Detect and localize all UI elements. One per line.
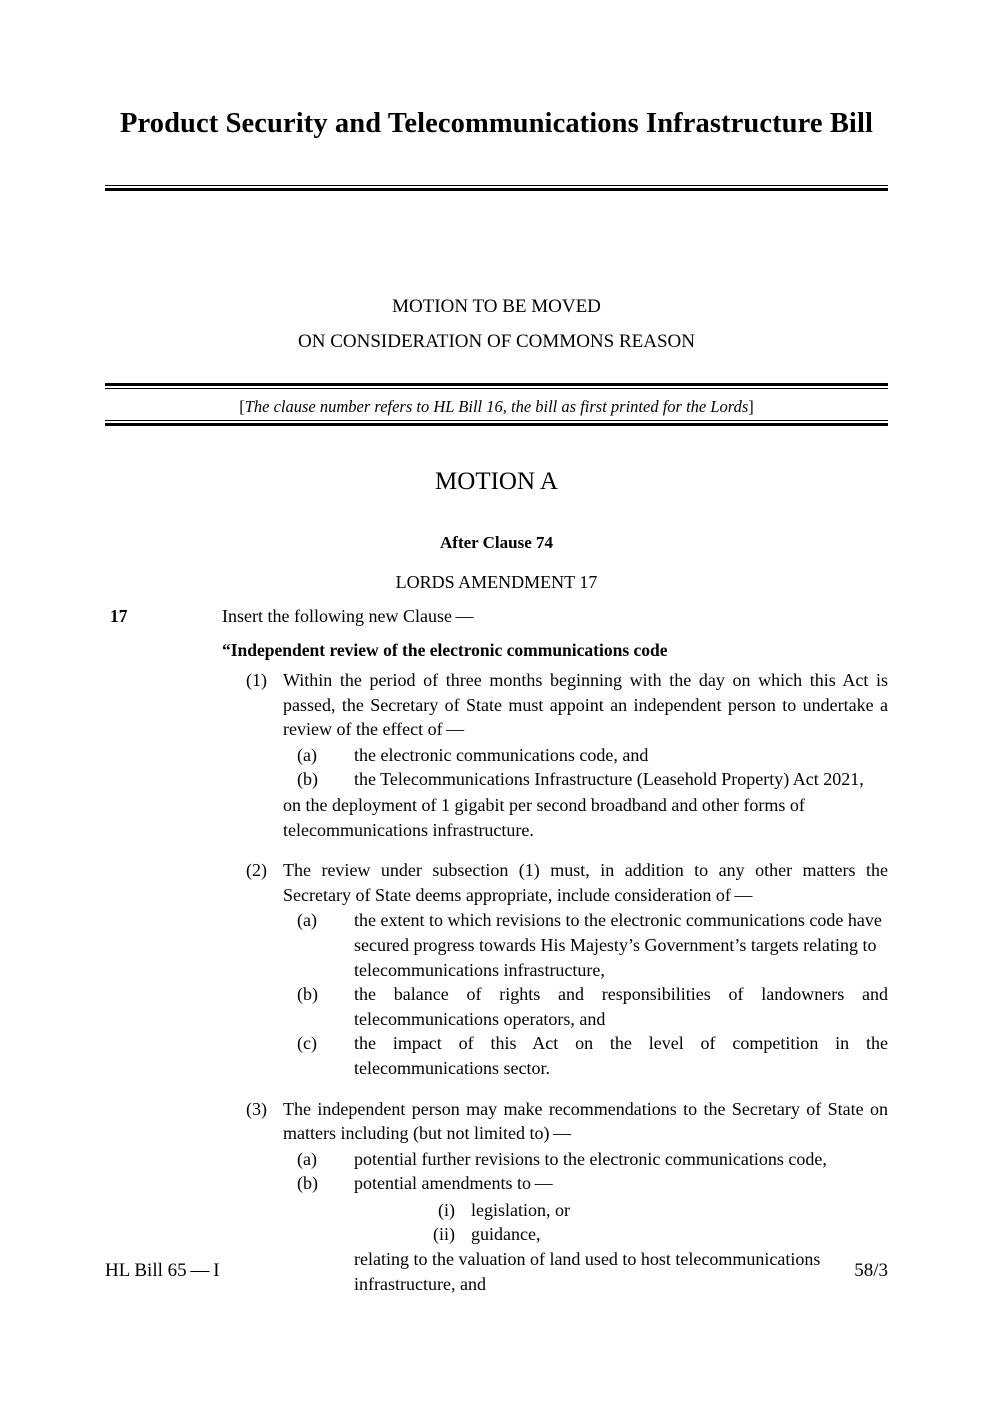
list-item-text: potential further revisions to the electronic communications code, [354, 1148, 827, 1169]
list-item-text: the extent to which revisions to the electronic communications code have secured progress towards His Majesty’s Government’s targets relating to telecommunications infrastructure, [354, 910, 882, 980]
lords-amendment-heading: LORDS AMENDMENT 17 [395, 572, 598, 592]
page-title: Product Security and Telecommunications Infrastructure Bill [120, 108, 873, 139]
list-item-text: the Telecommunications Infrastructure (Leasehold Property) Act 2021, [354, 769, 864, 790]
insert-instruction: Insert the following new Clause — [222, 606, 474, 626]
roman-list-item [411, 1198, 888, 1223]
list-item-marker: (b) [297, 769, 318, 790]
motion-to-be-moved-heading: MOTION TO BE MOVED [392, 296, 601, 317]
list-item-marker: (a) [297, 744, 317, 765]
subsection-text: The independent person may make recommendations to the Secretary of State on matters including (but not limited to) — [283, 1098, 888, 1144]
roman-item-marker: (i) [438, 1199, 455, 1220]
subsection-text: The review under subsection (1) must, in addition to any other matters the Secretary of State deems appropriate, include consideration of — [283, 860, 888, 905]
clause-note-text: The clause number refers to HL Bill 16, the bill as first printed for the Lords [244, 397, 749, 416]
roman-list-item [411, 1222, 888, 1247]
list-item-marker: (c) [297, 1033, 317, 1054]
list-item [297, 908, 888, 982]
new-clause-heading: “Independent review of the electronic communications code [222, 640, 668, 660]
footer-page-number: 58/3 [854, 1260, 888, 1281]
subsection-tail-text: on the deployment of 1 gigabit per second broadband and other forms of telecommunications infrastructure. [283, 794, 805, 840]
list-item-text: the electronic communications code, and [354, 744, 649, 765]
list-item [297, 982, 888, 1031]
bracket-close: ] [748, 397, 754, 416]
page-footer [105, 1258, 888, 1284]
title-divider-rule [105, 185, 888, 191]
list-item-text: the balance of rights and responsibilities of landowners and telecommunications operators, and [354, 984, 888, 1029]
roman-list-tail-line-2: infrastructure, and [354, 1273, 486, 1294]
subsection-2 [222, 858, 888, 1080]
list-item [297, 1147, 888, 1172]
motion-a-heading: MOTION A [435, 468, 558, 495]
list-item [297, 767, 888, 792]
list-item [297, 743, 888, 768]
subsection-marker: (1) [246, 670, 267, 690]
after-clause-heading: After Clause 74 [440, 533, 553, 552]
clause-body [222, 668, 888, 1312]
bracket-open: [ [239, 397, 245, 416]
subsection-text: Within the period of three months beginning with the day on which this Act is passed, the Secretary of State must appoint an independent person to undertake a review of the effect of — [283, 670, 888, 740]
roman-item-marker: (ii) [433, 1224, 455, 1245]
note-top-rule [105, 383, 888, 389]
list-item-text: the impact of this Act on the level of competition in the telecommunications sector. [354, 1033, 888, 1078]
divider-thick-line [105, 423, 888, 426]
subsection-marker: (2) [246, 860, 267, 881]
on-consideration-heading: ON CONSIDERATION OF COMMONS REASON [298, 331, 695, 352]
subsection-1 [222, 668, 888, 842]
list-item-marker: (b) [297, 1173, 318, 1194]
list-item-marker: (b) [297, 984, 318, 1005]
subsection-1-list [283, 743, 888, 792]
divider-thin-line [105, 388, 888, 389]
note-bottom-rule [105, 420, 888, 426]
roman-list [411, 1198, 888, 1247]
divider-thick-line [105, 188, 888, 191]
list-item-text: potential amendments to — [354, 1173, 553, 1194]
subsection-2-list [283, 908, 888, 1080]
subsection-marker: (3) [246, 1098, 267, 1119]
amendment-number: 17 [110, 606, 128, 626]
list-item [297, 1031, 888, 1080]
list-item-marker: (a) [297, 1148, 317, 1169]
list-item-marker: (a) [297, 910, 317, 931]
roman-list-tail-line-1: relating to the valuation of land used to host telecommunications [354, 1249, 821, 1270]
footer-bill-reference: HL Bill 65 — I [105, 1260, 220, 1281]
roman-item-text: legislation, or [471, 1199, 570, 1220]
clause-reference-note [105, 396, 888, 418]
roman-item-text: guidance, [471, 1224, 541, 1245]
